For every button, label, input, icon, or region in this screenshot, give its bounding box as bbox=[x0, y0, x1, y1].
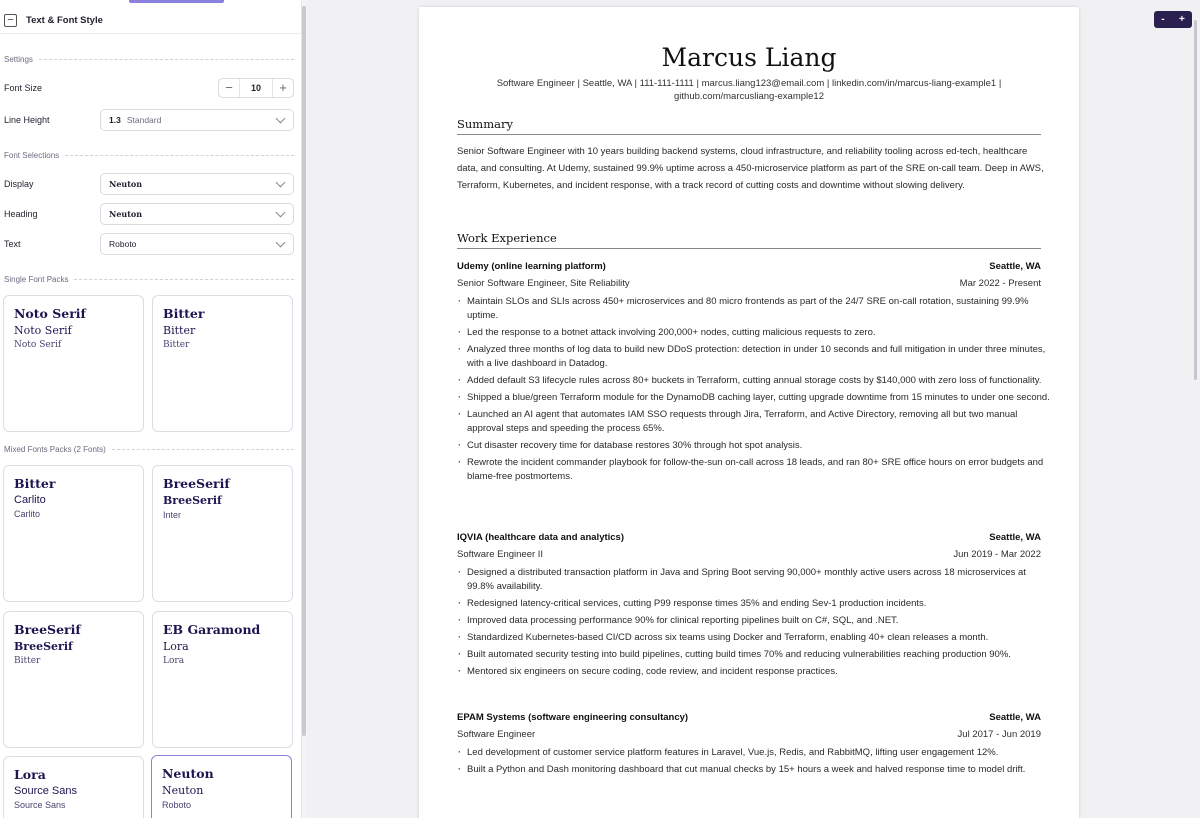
pack-heading-font: Bitter bbox=[163, 324, 196, 337]
job-title: Senior Software Engineer, Site Reliability bbox=[457, 278, 630, 289]
pack-text-font: Noto Serif bbox=[14, 340, 62, 350]
font-pack-card[interactable] bbox=[152, 611, 293, 748]
pack-heading-font: Source Sans bbox=[14, 785, 77, 797]
pack-text-font: Source Sans bbox=[14, 800, 66, 810]
display-font-value: Neuton bbox=[109, 179, 143, 189]
text-font-label: Text bbox=[4, 239, 21, 249]
job-bullet: · Added default S3 lifecycle rules across 80+ buckets in Terraform, cutting annual storage costs by $140,000 with zero loss of functionality. bbox=[457, 374, 1051, 388]
job-company: Udemy (online learning platform) bbox=[457, 261, 606, 272]
zoom-control bbox=[1154, 11, 1192, 28]
job-company: EPAM Systems (software engineering consultancy) bbox=[457, 712, 689, 723]
chevron-down-icon bbox=[276, 208, 286, 218]
chevron-down-icon bbox=[276, 178, 286, 188]
summary-text: Senior Software Engineer with 10 years building backend systems, cloud infrastructure, and reliability tooling across ed-tech, healthcare data, and consulting. At Udemy, sustained 99.9% uptime across a 450-microservice platform as part of the SRE on-call team. Deep in AWS, Terraform, Kubernetes, and incident response, with a track record of cutting costs and downtime without slowing delivery. bbox=[457, 146, 1044, 191]
job-bullet: · Shipped a blue/green Terraform module for the DynamoDB caching layer, cutting upgrade downtime from 15 minutes to under one second. bbox=[457, 391, 1051, 405]
job-title: Software Engineer II bbox=[457, 549, 544, 560]
job-bullet: · Redesigned latency-critical services, cutting P99 response times 35% and ending Sev-1 production incidents. bbox=[457, 597, 1051, 611]
font-pack-card-selected[interactable] bbox=[151, 755, 292, 818]
job-bullet: · Led the response to a botnet attack involving 200,000+ nodes, cutting malicious requests to zero. bbox=[457, 326, 1051, 340]
mixed-font-packs-label: Mixed Fonts Packs (2 Fonts) bbox=[4, 445, 294, 454]
pack-text-font: Carlito bbox=[14, 509, 41, 519]
zoom-in-button[interactable]: + bbox=[1178, 14, 1185, 25]
text-font-value: Roboto bbox=[109, 239, 137, 249]
pack-heading-font: Lora bbox=[163, 640, 189, 653]
pack-display-font: EB Garamond bbox=[163, 622, 261, 637]
preview-scrollbar[interactable] bbox=[1194, 20, 1197, 380]
collapse-icon[interactable]: − bbox=[4, 14, 17, 27]
job-location: Seattle, WA bbox=[989, 532, 1041, 543]
display-font-select[interactable] bbox=[100, 173, 294, 195]
font-style-sidebar bbox=[0, 0, 302, 818]
font-pack-card[interactable] bbox=[152, 295, 293, 432]
line-height-sub: Standard bbox=[126, 115, 162, 125]
job-bullet: · Built a Python and Dash monitoring dashboard that cut manual checks by 15+ hours a week and halved response time to model drift. bbox=[457, 763, 1051, 777]
font-pack-card[interactable] bbox=[152, 465, 293, 602]
font-pack-card[interactable] bbox=[3, 295, 144, 432]
font-pack-card[interactable] bbox=[3, 465, 144, 602]
job-entry bbox=[457, 258, 1050, 487]
resume-contact bbox=[457, 77, 1041, 103]
job-bullet: · Standardized Kubernetes-based CI/CD across six teams using Docker and Terraform, enabling 40+ clean releases a month. bbox=[457, 631, 1051, 645]
contact-line: Software Engineer | Seattle, WA | 111-111-1111 | marcus.liang123@email.com | linkedin.com/in/marcus-liang-example1 | bbox=[496, 78, 1002, 89]
font-size-stepper bbox=[218, 78, 294, 98]
pack-display-font: Lora bbox=[14, 767, 46, 782]
text-font-style-header[interactable] bbox=[0, 8, 302, 34]
increase-font-size-button[interactable]: + bbox=[279, 80, 287, 95]
pack-heading-font: Noto Serif bbox=[14, 324, 72, 337]
display-font-label: Display bbox=[4, 179, 34, 189]
font-selections-group-label: Font Selections bbox=[4, 151, 294, 160]
job-bullet: · Rewrote the incident commander playbook for follow-the-sun on-call across 18 leads, and ran 80+ SRE office hours on error budgets and blame-free postmortems. bbox=[457, 456, 1051, 484]
job-bullet: · Cut disaster recovery time for database restores 30% through hot spot analysis. bbox=[457, 439, 1051, 453]
job-title: Software Engineer bbox=[457, 729, 536, 740]
single-font-packs-label: Single Font Packs bbox=[4, 275, 294, 284]
font-pack-card[interactable] bbox=[3, 611, 144, 748]
job-dates: Jul 2017 - Jun 2019 bbox=[957, 729, 1041, 740]
line-height-value: 1.3 bbox=[109, 115, 121, 125]
job-bullet: · Led development of customer service platform features in Laravel, Vue.js, Redis, and RabbitMQ, lifting user engagement 12%. bbox=[457, 746, 1051, 760]
resume-preview bbox=[419, 7, 1079, 818]
pack-display-font: BreeSerif bbox=[14, 622, 81, 637]
job-entry bbox=[457, 529, 1041, 682]
chevron-down-icon bbox=[276, 114, 286, 124]
pack-heading-font: BreeSerif bbox=[163, 494, 222, 507]
job-entry bbox=[457, 709, 1041, 780]
job-bullet: · Maintain SLOs and SLIs across 450+ microservices and 80 micro frontends as part of the 24/7 SRE on-call rotation, sustaining 99.9% uptime. bbox=[457, 295, 1051, 323]
heading-font-select[interactable] bbox=[100, 203, 294, 225]
sidebar-scrollbar[interactable] bbox=[302, 6, 306, 736]
job-bullet: · Designed a distributed transaction platform in Java and Spring Boot serving 90,000+ monthly active users across 18 microservices at 99.8% availability. bbox=[457, 566, 1051, 594]
font-size-label: Font Size bbox=[4, 83, 43, 93]
settings-group-label: Settings bbox=[4, 55, 294, 64]
line-height-label: Line Height bbox=[4, 115, 50, 125]
job-bullet: · Analyzed three months of log data to build new DDoS protection: detection in under 10 seconds and full mitigation in under three minutes, with a live dashboard in Datadog. bbox=[457, 343, 1051, 371]
job-dates: Mar 2022 - Present bbox=[959, 278, 1041, 289]
pack-display-font: BreeSerif bbox=[163, 476, 230, 491]
font-size-value[interactable]: 10 bbox=[239, 79, 273, 97]
heading-font-label: Heading bbox=[4, 209, 38, 219]
pack-display-font: Bitter bbox=[163, 306, 205, 321]
resume-name: Marcus Liang bbox=[661, 43, 837, 72]
pack-heading-font: Carlito bbox=[14, 494, 46, 506]
heading-font-value: Neuton bbox=[109, 209, 143, 219]
zoom-out-button[interactable]: - bbox=[1161, 14, 1165, 25]
job-bullet: · Launched an AI agent that automates IAM SSO requests through Jira, Terraform, and Active Directory, removing all but two manual approval steps and speeding the process 65%. bbox=[457, 408, 1051, 436]
summary-heading: Summary bbox=[457, 117, 1041, 135]
line-height-select[interactable] bbox=[100, 109, 294, 131]
pack-text-font: Roboto bbox=[162, 800, 192, 810]
pack-display-font: Bitter bbox=[14, 476, 56, 491]
contact-line: github.com/marcusliang-example12 bbox=[674, 91, 824, 102]
pack-display-font: Noto Serif bbox=[14, 306, 86, 321]
job-bullet: · Mentored six engineers on secure coding, code review, and incident response practices. bbox=[457, 665, 1051, 679]
job-bullet: · Improved data processing performance 90% for clinical reporting pipelines built on C#, SQL, and .NET. bbox=[457, 614, 1051, 628]
pack-display-font: Neuton bbox=[162, 766, 214, 781]
active-tab-indicator bbox=[129, 0, 224, 3]
decrease-font-size-button[interactable]: − bbox=[225, 80, 233, 95]
text-font-select[interactable] bbox=[100, 233, 294, 255]
experience-heading: Work Experience bbox=[457, 231, 1041, 249]
pack-heading-font: BreeSerif bbox=[14, 640, 73, 653]
pack-text-font: Bitter bbox=[14, 656, 41, 666]
pack-text-font: Lora bbox=[163, 656, 185, 666]
font-pack-card[interactable] bbox=[3, 756, 144, 818]
pack-text-font: Bitter bbox=[163, 340, 190, 350]
job-dates: Jun 2019 - Mar 2022 bbox=[953, 549, 1041, 560]
pack-heading-font: Neuton bbox=[162, 784, 204, 797]
job-bullet: · Built automated security testing into build pipelines, cutting build times 70% and reducing vulnerabilities reaching production 90%. bbox=[457, 648, 1051, 662]
job-location: Seattle, WA bbox=[989, 261, 1041, 272]
chevron-down-icon bbox=[276, 238, 286, 248]
section-title: Text & Font Style bbox=[26, 15, 103, 26]
job-location: Seattle, WA bbox=[989, 712, 1041, 723]
pack-text-font: Inter bbox=[163, 510, 182, 520]
job-company: IQVIA (healthcare data and analytics) bbox=[457, 532, 625, 543]
